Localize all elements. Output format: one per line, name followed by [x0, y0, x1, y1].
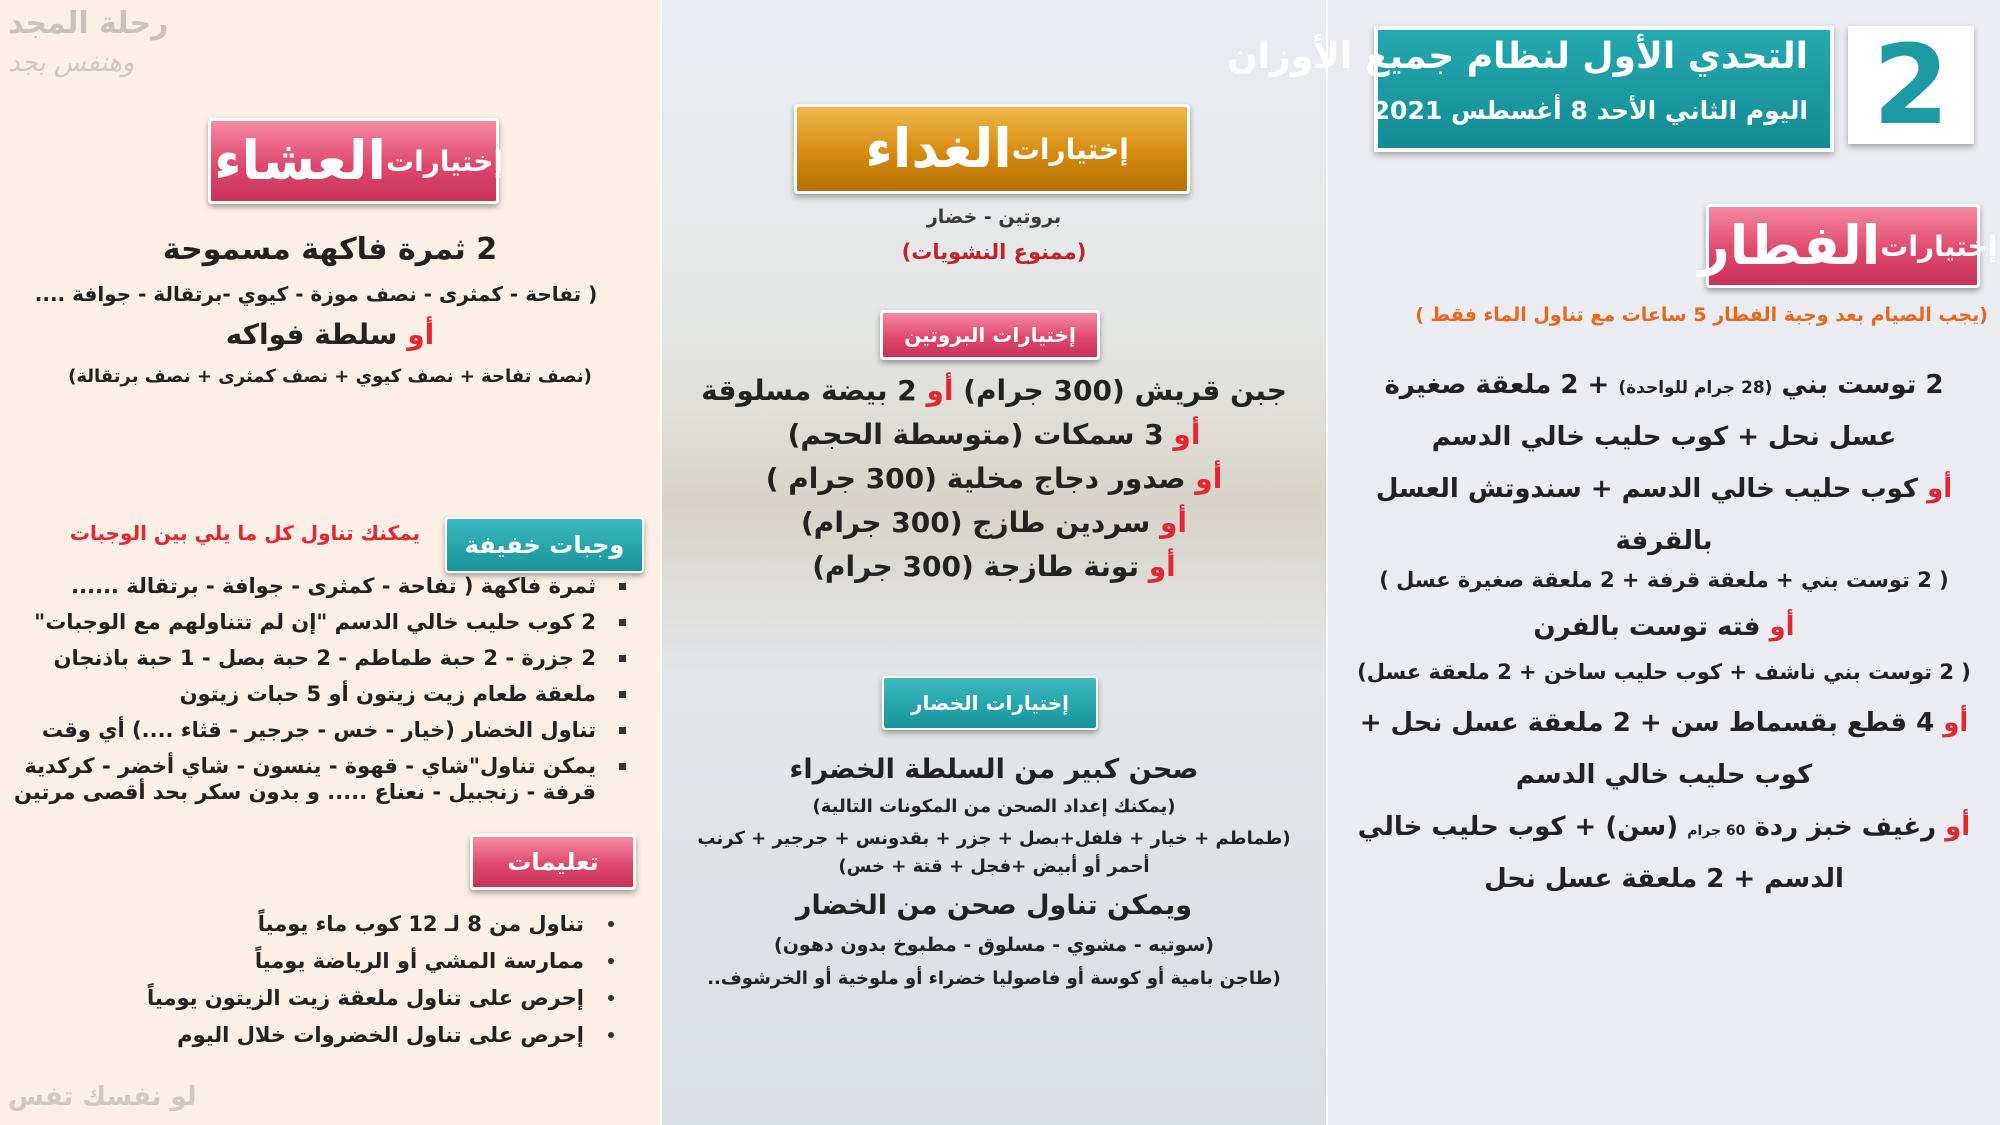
snack-item: ملعقة طعام زيت زيتون أو 5 حبات زيتون	[2, 676, 632, 712]
veg-note: (يمكنك إعداد الصحن من المكونات التالية)	[812, 796, 1176, 817]
dinner-banner	[208, 118, 504, 204]
protein-item	[662, 506, 1326, 539]
lunch-banner-small: إختيارات	[1011, 132, 1129, 166]
or-word: أو	[1148, 550, 1176, 583]
protein-text: 3 سمكات (متوسطة الحجم)	[787, 418, 1174, 451]
header-subtitle: اليوم الثاني الأحد 8 أغسطس 2021	[1372, 96, 1808, 125]
snacks-label: وجبات خفيفة	[445, 517, 644, 573]
header-title: التحدي الأول لنظام جميع الأوزان	[1226, 36, 1808, 77]
breakfast-banner	[1698, 204, 1998, 288]
dinner-line-2: ( تفاحة - كمثرى - نصف موزة - كيوي -برتقالة - جوافة ....	[34, 282, 598, 306]
protein-item	[662, 418, 1326, 451]
or-word: أو	[1943, 708, 1969, 738]
veg-label: إختيارات الخضار	[882, 676, 1098, 730]
protein-label: إختيارات البروتين	[880, 310, 1100, 360]
or-word: أو	[926, 374, 954, 407]
dinner-line-3	[0, 318, 660, 351]
protein-item	[662, 550, 1326, 583]
instruction-item: تناول من 8 لـ 12 كوب ماء يومياً	[60, 906, 620, 943]
protein-text: تونة طازجة (300 جرام)	[812, 550, 1149, 583]
snacks-note: يمكنك تناول كل ما يلي بين الوجبات	[69, 521, 420, 545]
cooked-list: (طاجن بامية أو كوسة أو فاصوليا خضراء أو ملوخية أو الخرشوف..	[707, 968, 1281, 989]
lunch-banner-big: الغداء	[865, 117, 1012, 180]
or-word: أو	[1927, 474, 1953, 504]
breakfast-line: عسل نحل + كوب حليب خالي الدسم	[1431, 422, 1897, 452]
veg-list-1: (طماطم + خيار + فلفل+بصل + جزر + بقدونس + جرجير + كرنب	[697, 828, 1291, 849]
lunch-sub-1: بروتين - خضار	[926, 206, 1062, 228]
breakfast-banner-big: الفطار	[1698, 214, 1881, 277]
breakfast-line: ( 2 توست بني ناشف + كوب حليب ساخن + 2 ملعقة عسل)	[1357, 660, 1971, 684]
or-word: أو	[1195, 462, 1223, 495]
snack-item: 2 كوب حليب خالي الدسم "إن لم تتناولهم مع الوجبات"	[2, 604, 632, 640]
instruction-item: إحرص على تناول ملعقة زيت الزيتون يومياً	[60, 980, 620, 1017]
breakfast-banner-small: إختيارات	[1880, 229, 1998, 263]
watermark-top-1: رحلة المجد	[8, 6, 169, 41]
breakfast-rest: + 2 ملعقة صغيرة	[1384, 370, 1619, 400]
or-word: أو	[1769, 612, 1795, 642]
breakfast-small: (28 جرام للواحدة)	[1618, 378, 1773, 398]
watermark-top-2: وهنفس بجد	[8, 48, 135, 78]
snack-item: يمكن تناول"شاي - قهوة - ينسون - شاي أخضر - كركدية	[2, 748, 632, 784]
dinner-banner-small: إختيارات	[386, 144, 504, 178]
protein-text: جبن قريش (300 جرام)	[953, 374, 1287, 407]
breakfast-text: 4 قطع بقسماط سن + 2 ملعقة عسل نحل +	[1359, 708, 1944, 738]
header-banner	[1226, 26, 1834, 152]
breakfast-line	[1328, 708, 2000, 738]
lunch-sub-2: (ممنوع النشويات)	[901, 240, 1087, 264]
veg-title: صحن كبير من السلطة الخضراء	[789, 754, 1199, 785]
breakfast-text: فته توست بالفرن	[1533, 612, 1770, 642]
protein-item	[662, 374, 1326, 407]
cooked-note: (سوتيه - مشوي - مسلوق - مطبوخ بدون دهون)	[774, 934, 1214, 956]
day-number: 2	[1848, 26, 1974, 144]
breakfast-text: رغيف خبز ردة	[1745, 812, 1946, 842]
breakfast-note: (يجب الصيام بعد وجبة الفطار 5 ساعات مع تناول الماء فقط )	[1415, 304, 1988, 326]
dinner-column	[0, 0, 660, 1125]
snack-item-continued: قرفة - زنجبيل - نعناع ..... و بدون سكر بحد أقصى مرتين	[13, 780, 596, 804]
breakfast-line	[1328, 474, 2000, 504]
breakfast-line	[1328, 370, 2000, 400]
protein-text: صدور دجاج مخلية (300 جرام )	[765, 462, 1196, 495]
snack-item: 2 جزرة - 2 حبة طماطم - 2 حبة بصل - 1 حبة باذنجان	[2, 640, 632, 676]
breakfast-line	[1328, 612, 2000, 642]
instruction-item: إحرص على تناول الخضروات خلال اليوم	[60, 1017, 620, 1054]
dinner-banner-big: العشاء	[213, 129, 387, 192]
breakfast-line: بالقرفة	[1615, 526, 1713, 556]
breakfast-line: ( 2 توست بني + ملعقة قرفة + 2 ملعقة صغيرة عسل )	[1379, 568, 1949, 592]
protein-text: سردين طازج (300 جرام)	[801, 506, 1160, 539]
or-word: أو	[1173, 418, 1201, 451]
or-word: أو	[407, 318, 435, 351]
cooked-title: ويمكن تناول صحن من الخضار	[795, 890, 1193, 921]
or-word: أو	[1159, 506, 1187, 539]
protein-rest: 2 بيضة مسلوقة	[701, 374, 927, 407]
breakfast-line	[1328, 812, 2000, 842]
lunch-column	[662, 0, 1326, 1125]
lunch-banner	[794, 104, 1190, 194]
watermark-bottom: لو نفسك تفس	[8, 1082, 197, 1112]
breakfast-line: كوب حليب خالي الدسم	[1515, 760, 1813, 790]
snack-item: ثمرة فاكهة ( تفاحة - كمثرى - جوافة - برتقالة ......	[2, 568, 632, 604]
breakfast-text: كوب حليب خالي الدسم + سندوتش العسل	[1375, 474, 1928, 504]
instructions-label: تعليمات	[470, 834, 636, 890]
protein-item	[662, 462, 1326, 495]
or-word: أو	[1945, 812, 1971, 842]
breakfast-text: 2 توست بني	[1772, 370, 1944, 400]
breakfast-line: الدسم + 2 ملعقة عسل نحل	[1484, 864, 1844, 894]
breakfast-column	[1226, 0, 2000, 1125]
dinner-line-3-text: سلطة فواكه	[225, 318, 408, 351]
snack-item: تناول الخضار (خيار - خس - جرجير - قثاء ....) أي وقت	[2, 712, 632, 748]
instructions-list	[60, 906, 620, 1054]
snacks-list	[2, 568, 632, 784]
dinner-line-4: (نصف تفاحة + نصف كيوي + نصف كمثرى + نصف برتقالة)	[68, 366, 592, 387]
instruction-item: ممارسة المشي أو الرياضة يومياً	[60, 943, 620, 980]
veg-list-2: أحمر أو أبيض +فجل + قتة + خس)	[838, 856, 1150, 877]
dinner-line-1: 2 ثمرة فاكهة مسموحة	[162, 232, 498, 267]
breakfast-rest: (سن) + كوب حليب خالي	[1357, 812, 1688, 842]
breakfast-small: 60 جرام	[1687, 823, 1746, 839]
